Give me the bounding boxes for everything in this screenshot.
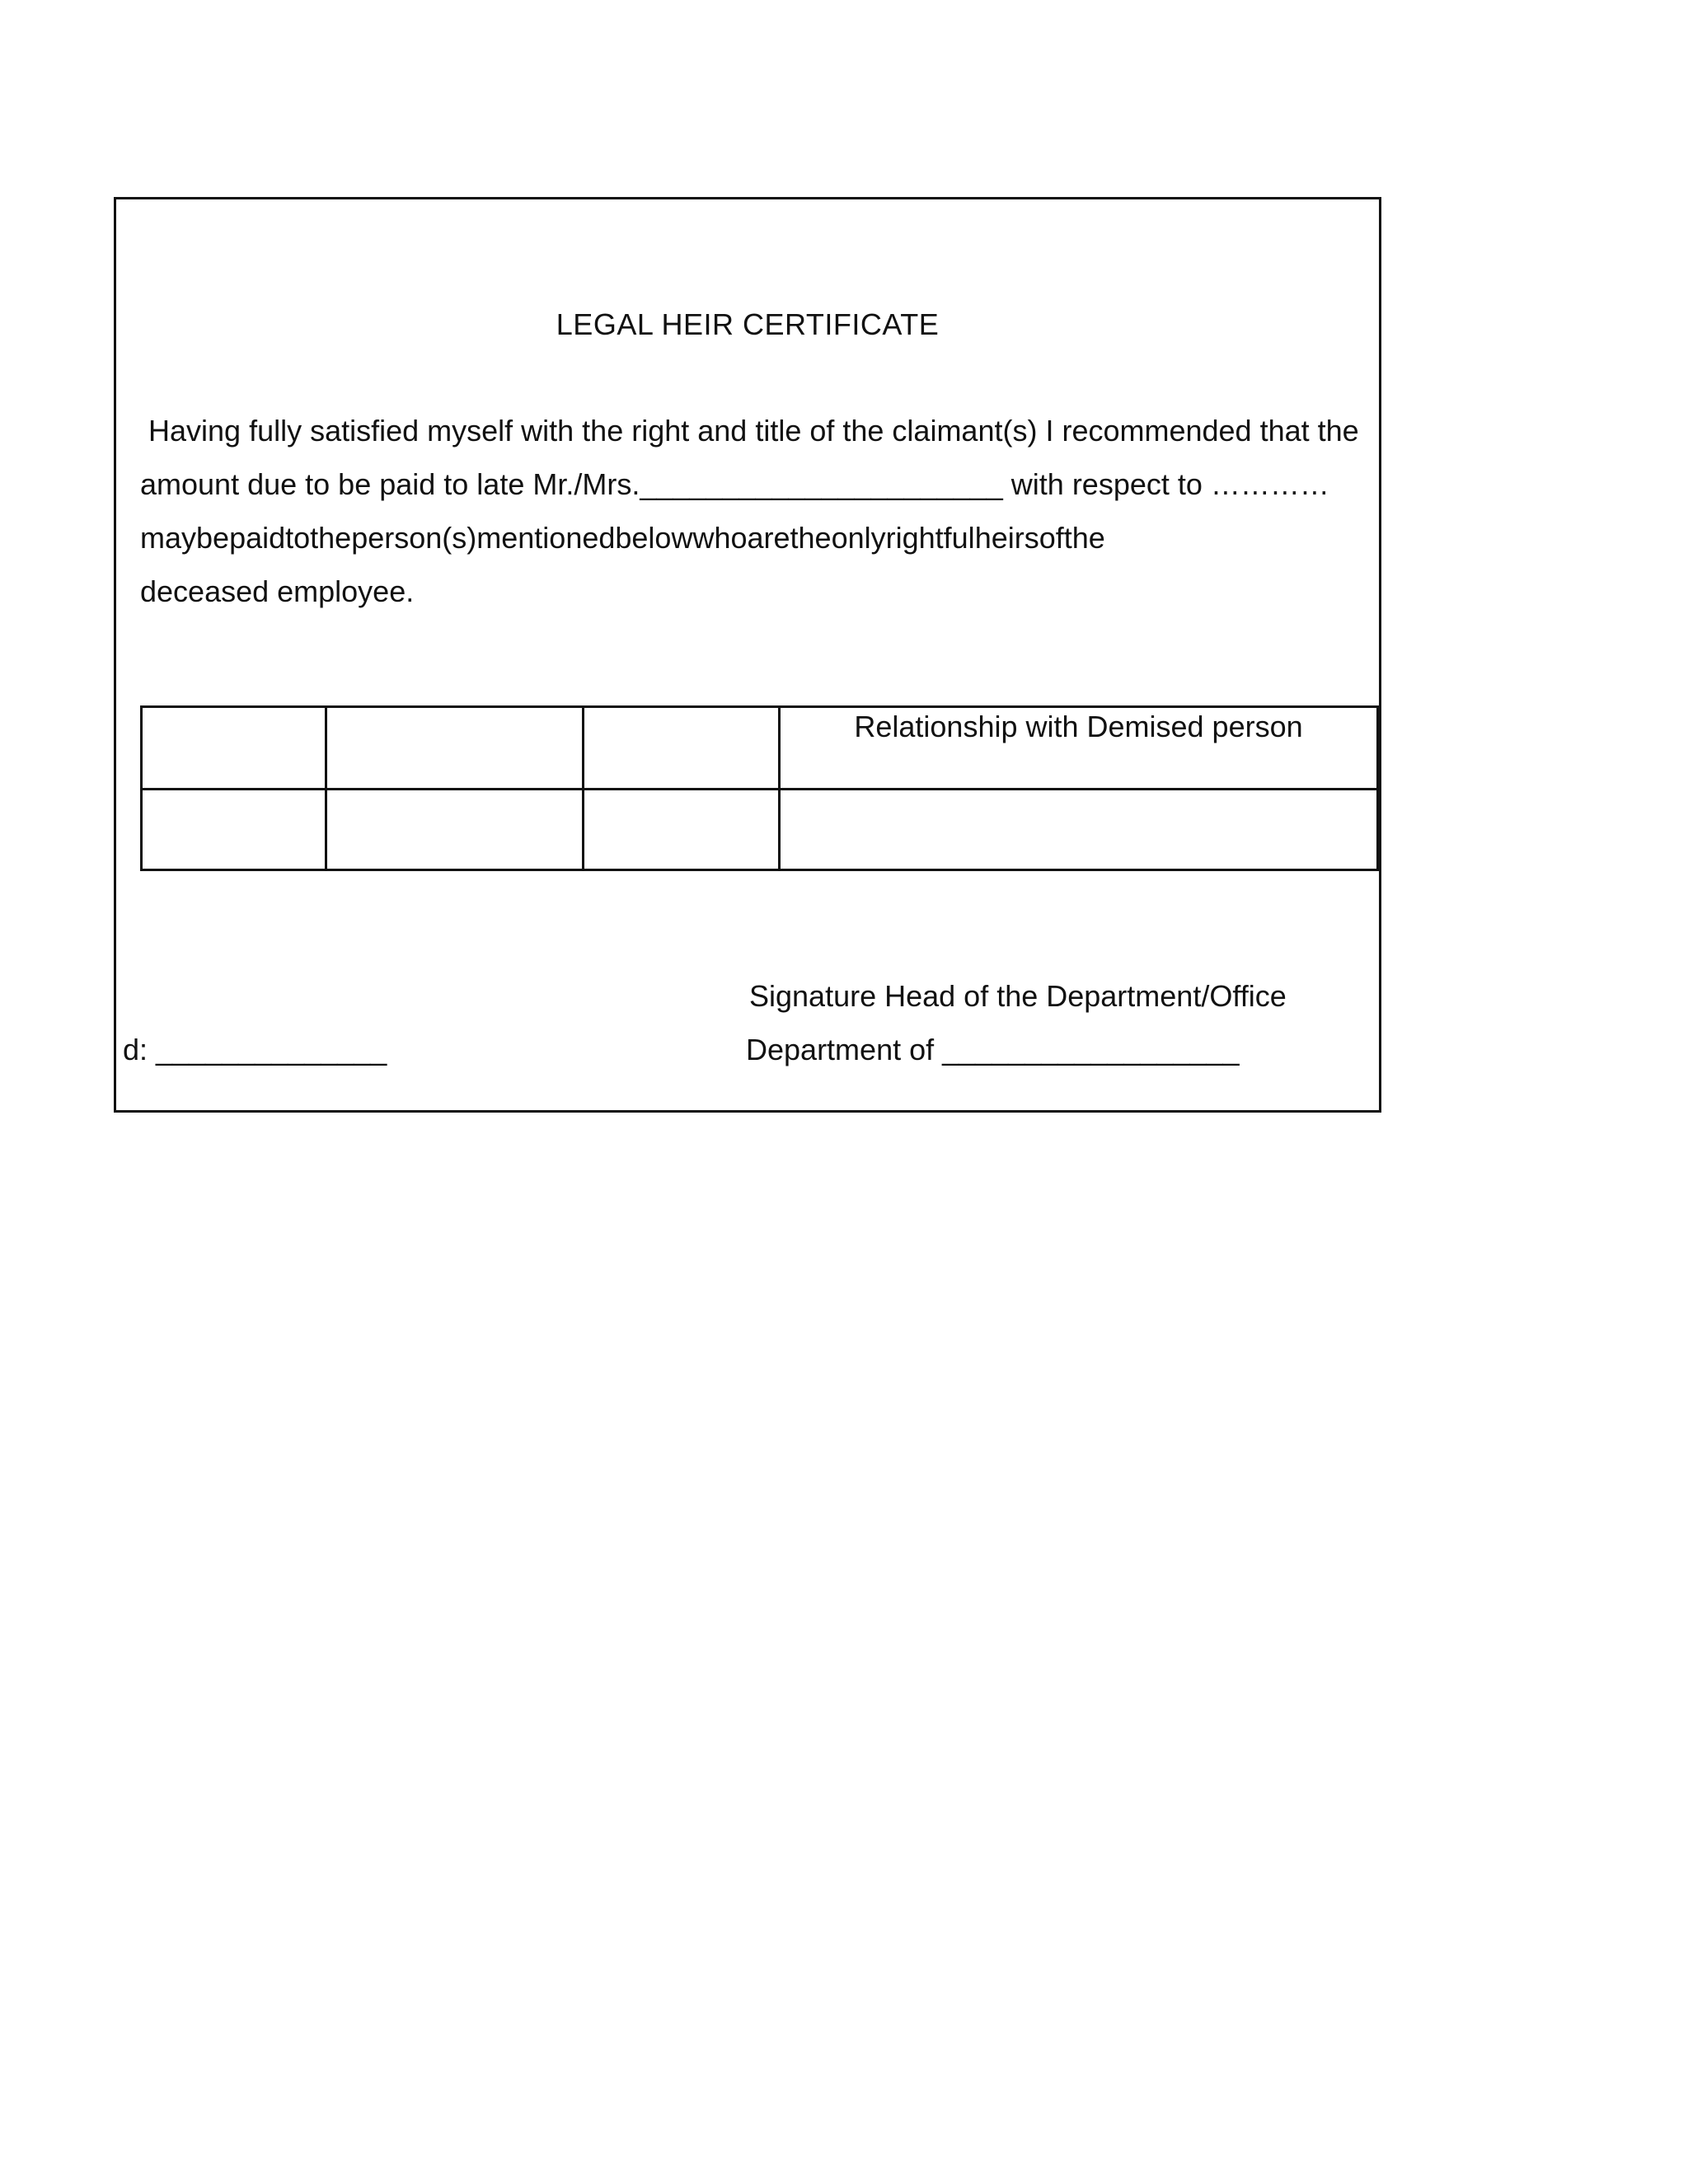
table-cell[interactable] (584, 790, 780, 870)
paragraph-word: rightful (885, 521, 975, 555)
paragraph-word: heirs (974, 521, 1039, 555)
paragraph-word: who (692, 521, 748, 555)
paragraph-word: be (196, 521, 230, 555)
table-cell[interactable] (326, 790, 584, 870)
signature-label: Signature Head of the Department/Office (749, 979, 1287, 1013)
paragraph-word: paid (229, 521, 286, 555)
paragraph-word: below (615, 521, 693, 555)
paragraph-word: the (310, 521, 352, 555)
paragraph-word: the (1063, 521, 1105, 555)
heirs-table (140, 705, 1379, 871)
table-header-cell (142, 707, 326, 790)
department-field: Department of __________________ (746, 1033, 1240, 1066)
paragraph-word: of (1039, 521, 1064, 555)
table-row (142, 790, 1378, 870)
certificate-title: LEGAL HEIR CERTIFICATE (556, 307, 940, 341)
certificate-paragraph (140, 404, 1367, 618)
table-cell[interactable] (780, 790, 1378, 870)
paragraph-word: person(s) (351, 521, 477, 555)
paragraph-line-3 (140, 511, 1367, 565)
paragraph-word: mentioned (476, 521, 616, 555)
paragraph-line-1: Having fully satisfied myself with the right and title of the claimant(s) I recommended that the (148, 414, 1359, 448)
table-header-relationship: Relationship with Demised person (780, 707, 1378, 790)
table-header-row (142, 707, 1378, 790)
paragraph-word: may (140, 521, 197, 555)
date-field: d: ______________ (123, 1033, 387, 1066)
certificate-frame (114, 197, 1381, 1113)
paragraph-line-2-dots: ………… (1210, 467, 1329, 501)
paragraph-line-4: deceased employee. (140, 574, 415, 608)
table-header-cell (584, 707, 780, 790)
paragraph-word: only (831, 521, 886, 555)
paragraph-word: the (790, 521, 832, 555)
paragraph-line-2 (140, 457, 1367, 511)
paragraph-word: are (747, 521, 790, 555)
table-cell[interactable] (142, 790, 326, 870)
table-header-cell (326, 707, 584, 790)
paragraph-line-2-text: amount due to be paid to late Mr./Mrs.______________________ with respect to (140, 467, 1203, 501)
paragraph-word: to (285, 521, 311, 555)
